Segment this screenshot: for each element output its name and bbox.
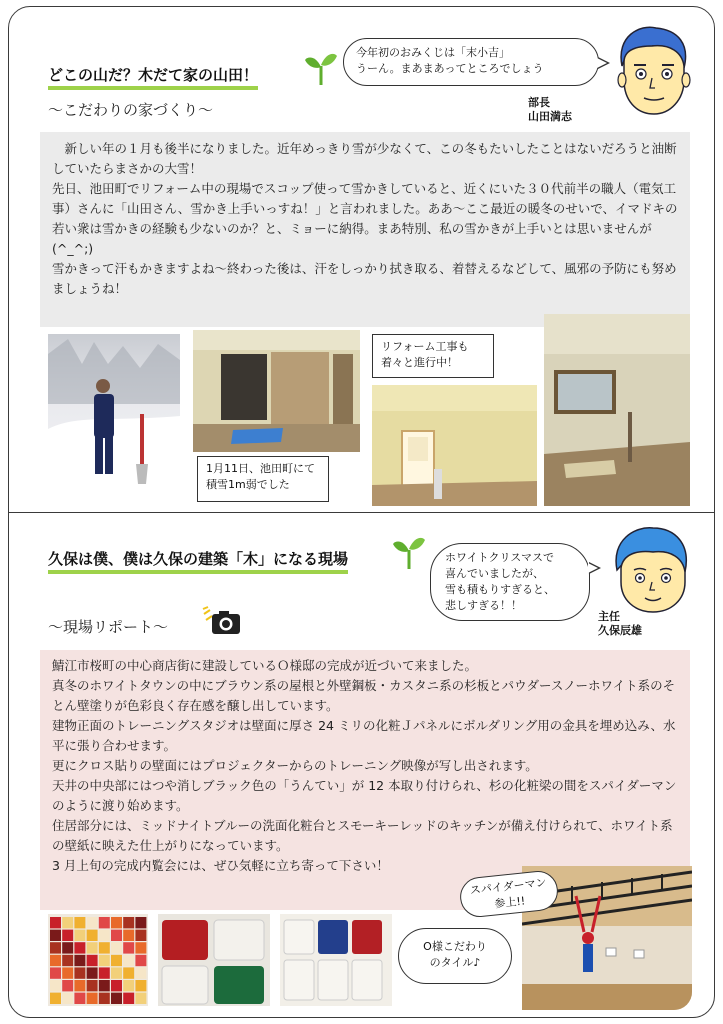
mosaic-tile bbox=[62, 917, 73, 928]
mosaic-tile bbox=[62, 930, 73, 941]
section1-subtitle: ～こだわりの家づくり～ bbox=[48, 101, 214, 119]
article-paragraph: 建物正面のトレーニングスタジオは壁面に厚さ 24 ミリの化粧Ｊパネルにボルダリング用の金具を埋め込み、水平に張り合わせます。 bbox=[52, 718, 676, 753]
mosaic-tile bbox=[87, 967, 98, 978]
mosaic-tile bbox=[87, 917, 98, 928]
mosaic-tile bbox=[50, 942, 61, 953]
mosaic-tile bbox=[62, 942, 73, 953]
mosaic-tile bbox=[50, 955, 61, 966]
mosaic-tile bbox=[111, 917, 122, 928]
speech-line: 今年初のおみくじは「末小吉」 bbox=[356, 46, 510, 59]
mosaic-tile bbox=[99, 955, 110, 966]
mosaic-tile bbox=[111, 980, 122, 991]
mosaic-tile bbox=[62, 993, 73, 1004]
mosaic-tile bbox=[135, 993, 146, 1004]
mosaic-tile bbox=[111, 942, 122, 953]
article-paragraph: 鯖江市桜町の中心商店街に建設しているＯ様邸の完成が近づいて来ました。 bbox=[52, 658, 478, 673]
caption-line: 1月11日、池田町にて bbox=[206, 462, 315, 475]
caption-line: O様こだわり bbox=[423, 940, 487, 953]
mosaic-tile bbox=[99, 967, 110, 978]
caption-snow bbox=[197, 456, 329, 502]
speech-line: 雪も積もりすぎると、 bbox=[445, 583, 555, 596]
caption-line: 着々と進行中！ bbox=[381, 356, 458, 369]
mosaic-tile bbox=[123, 993, 134, 1004]
mosaic-tile bbox=[50, 967, 61, 978]
section1-article bbox=[40, 132, 690, 327]
speech-line: 喜んでいましたが、 bbox=[445, 567, 544, 580]
article-paragraph: 雪かきって汗もかきますよね～終わった後は、汗をしっかり拭き取る、着替えるなどして、風邪の予防にも努めましょうね！ bbox=[52, 261, 677, 296]
mosaic-tile bbox=[135, 967, 146, 978]
caption-line: 積雪1m弱でした bbox=[206, 478, 290, 491]
mosaic-tile bbox=[111, 955, 122, 966]
photo-tile-color bbox=[158, 914, 270, 1006]
photo-tile-blue-red bbox=[280, 914, 392, 1006]
mosaic-tile bbox=[135, 917, 146, 928]
section-divider bbox=[8, 512, 715, 513]
chief-role: 主任 bbox=[598, 610, 620, 623]
mosaic-tile bbox=[123, 980, 134, 991]
speech-line: ホワイトクリスマスで bbox=[445, 551, 555, 564]
caption-tile bbox=[398, 928, 512, 984]
mosaic-tile bbox=[74, 942, 85, 953]
caption-line: 参上!! bbox=[493, 894, 526, 911]
chief-name: 久保辰雄 bbox=[598, 624, 642, 637]
avatar-chief bbox=[605, 524, 697, 616]
mosaic-tile bbox=[123, 967, 134, 978]
photo-snow-shoveling bbox=[48, 334, 180, 506]
mosaic-tile bbox=[74, 917, 85, 928]
article-paragraph: 更にクロス貼りの壁面にはプロジェクターからのトレーニング映像が写し出されます。 bbox=[52, 758, 538, 773]
caption-line: リフォーム工事も bbox=[381, 340, 469, 353]
mosaic-tile bbox=[74, 993, 85, 1004]
article-paragraph: 天井の中央部にはつや消しブラック色の「うんてい」が 12 本取り付けられ、杉の化粧梁の間をスパイダーマンのように渡り始めます。 bbox=[52, 778, 677, 813]
speech-line: うーん。まあまあってところでしょう bbox=[356, 62, 544, 75]
mosaic-tile bbox=[87, 942, 98, 953]
mosaic-tile bbox=[99, 930, 110, 941]
sprout-icon bbox=[392, 532, 426, 570]
mosaic-tile bbox=[87, 955, 98, 966]
sprout-icon bbox=[304, 48, 338, 86]
photo-tile-mosaic bbox=[48, 914, 148, 1006]
caption-line: のタイル♪ bbox=[429, 956, 481, 969]
mosaic-tile bbox=[99, 980, 110, 991]
caption-line: スパイダーマン bbox=[469, 876, 548, 898]
speech-bubble-manager bbox=[343, 38, 599, 86]
mosaic-tile bbox=[50, 930, 61, 941]
article-paragraph: 先日、池田町でリフォーム中の現場でスコップ使って雪かきしていると、近くにいた３０代前半の職人（電気工事）さんに「山田さん、雪かき上手いっすね！」と言われました。ああ～ここ最近の暖冬のせいで、イマドキの若い衆は雪かきの経験も少ないのか？と、ミョーに納得。まあ特別、私の雪かきが上手いとは思いませんが(^_^;) bbox=[52, 181, 678, 256]
mosaic-tile bbox=[135, 980, 146, 991]
mosaic-tile bbox=[62, 955, 73, 966]
mosaic-tile bbox=[74, 967, 85, 978]
mosaic-tile bbox=[74, 980, 85, 991]
mosaic-tile bbox=[50, 917, 61, 928]
speech-line: 悲しすぎる！！ bbox=[445, 599, 522, 612]
photo-reform-room2 bbox=[372, 385, 537, 506]
mosaic-tile bbox=[111, 930, 122, 941]
article-paragraph: 住居部分には、ミッドナイトブルーの洗面化粧台とスモーキーレッドのキッチンが備え付けられて、ホワイト系の壁紙に映えた仕上がりになっています。 bbox=[52, 818, 673, 853]
article-paragraph: 新しい年の１月も後半になりました。近年めっきり雪が少なくて、この冬もたいしたことはないだろうと油断していたらまさかの大雪！ bbox=[52, 141, 677, 176]
tile-mosaic-graphic bbox=[48, 914, 148, 1006]
mosaic-tile bbox=[74, 930, 85, 941]
section2-subtitle: ～現場リポート～ bbox=[48, 618, 169, 636]
mosaic-tile bbox=[123, 930, 134, 941]
mosaic-tile bbox=[123, 917, 134, 928]
article-paragraph: 3 月上旬の完成内覧会には、ぜひ気軽に立ち寄って下さい！ bbox=[52, 858, 389, 873]
mosaic-tile bbox=[87, 980, 98, 991]
avatar-manager bbox=[606, 22, 698, 118]
camera-icon bbox=[202, 606, 242, 638]
mosaic-tile bbox=[50, 980, 61, 991]
speech-bubble-chief bbox=[430, 543, 590, 621]
article-paragraph: 真冬のホワイトタウンの中にブラウン系の屋根と外壁鋼板・カスタニ系の杉板とパウダースノーホワイト系のそとん壁塗りが色彩良く存在感を醸し出しています。 bbox=[52, 678, 676, 713]
mosaic-tile bbox=[62, 980, 73, 991]
mosaic-tile bbox=[123, 955, 134, 966]
caption-reform bbox=[372, 334, 494, 378]
mosaic-tile bbox=[111, 967, 122, 978]
mosaic-tile bbox=[99, 942, 110, 953]
photo-reform-room3 bbox=[544, 314, 690, 506]
mosaic-tile bbox=[87, 993, 98, 1004]
mosaic-tile bbox=[135, 942, 146, 953]
mosaic-tile bbox=[99, 917, 110, 928]
mosaic-tile bbox=[87, 930, 98, 941]
manager-name: 山田満志 bbox=[528, 110, 572, 123]
section2-title: 久保は僕、僕は久保の建築「木」になる現場 bbox=[48, 548, 348, 574]
mosaic-tile bbox=[123, 942, 134, 953]
mosaic-tile bbox=[111, 993, 122, 1004]
mosaic-tile bbox=[50, 993, 61, 1004]
mosaic-tile bbox=[135, 930, 146, 941]
mosaic-tile bbox=[74, 955, 85, 966]
manager-role: 部長 bbox=[528, 96, 550, 109]
photo-reform-room1 bbox=[193, 330, 360, 452]
section1-title: どこの山だ？木だて家の山田！ bbox=[48, 64, 258, 90]
mosaic-tile bbox=[135, 955, 146, 966]
mosaic-tile bbox=[99, 993, 110, 1004]
mosaic-tile bbox=[62, 967, 73, 978]
